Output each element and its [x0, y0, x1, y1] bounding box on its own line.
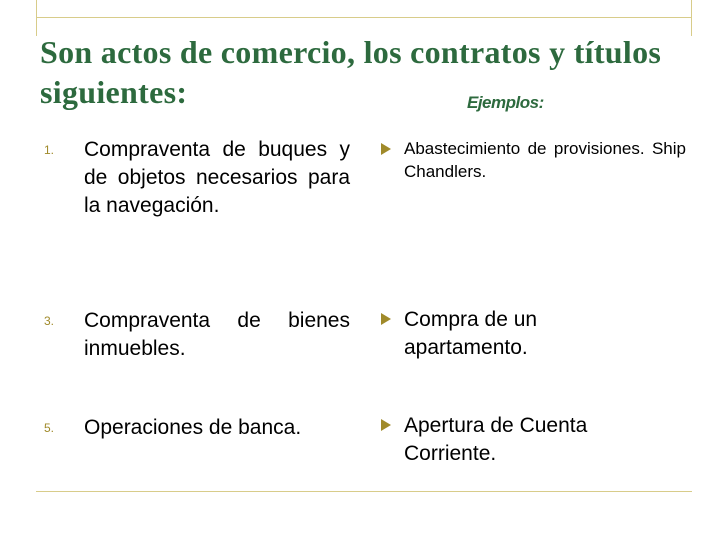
frame-right-line — [691, 0, 692, 36]
list-item-text: Compra de un apartamento. — [404, 308, 538, 359]
list-item-text: Abastecimiento de provisiones. Ship Chandlers. — [404, 139, 686, 182]
examples-label: Ejemplos: — [467, 93, 544, 112]
list-number: 1. — [44, 143, 55, 157]
slide-title: Son actos de comercio, los contratos y títulos siguientes: — [40, 34, 662, 111]
frame-top-line — [36, 17, 692, 18]
list-number: 5. — [44, 421, 55, 435]
list-item-text: Compraventa de bienes inmuebles. — [84, 309, 350, 360]
list-number: 3. — [44, 314, 55, 328]
bullet-icon — [381, 419, 391, 431]
bullet-icon — [381, 313, 391, 325]
frame-left-line — [36, 0, 37, 36]
list-item-text: Compraventa de buques y de objetos necesarios para la navegación. — [84, 138, 350, 217]
frame-bottom-line — [36, 491, 692, 492]
bullet-icon — [381, 143, 391, 155]
list-item-text: Operaciones de banca. — [84, 416, 302, 439]
list-item-text: Apertura de Cuenta Corriente. — [404, 414, 588, 465]
